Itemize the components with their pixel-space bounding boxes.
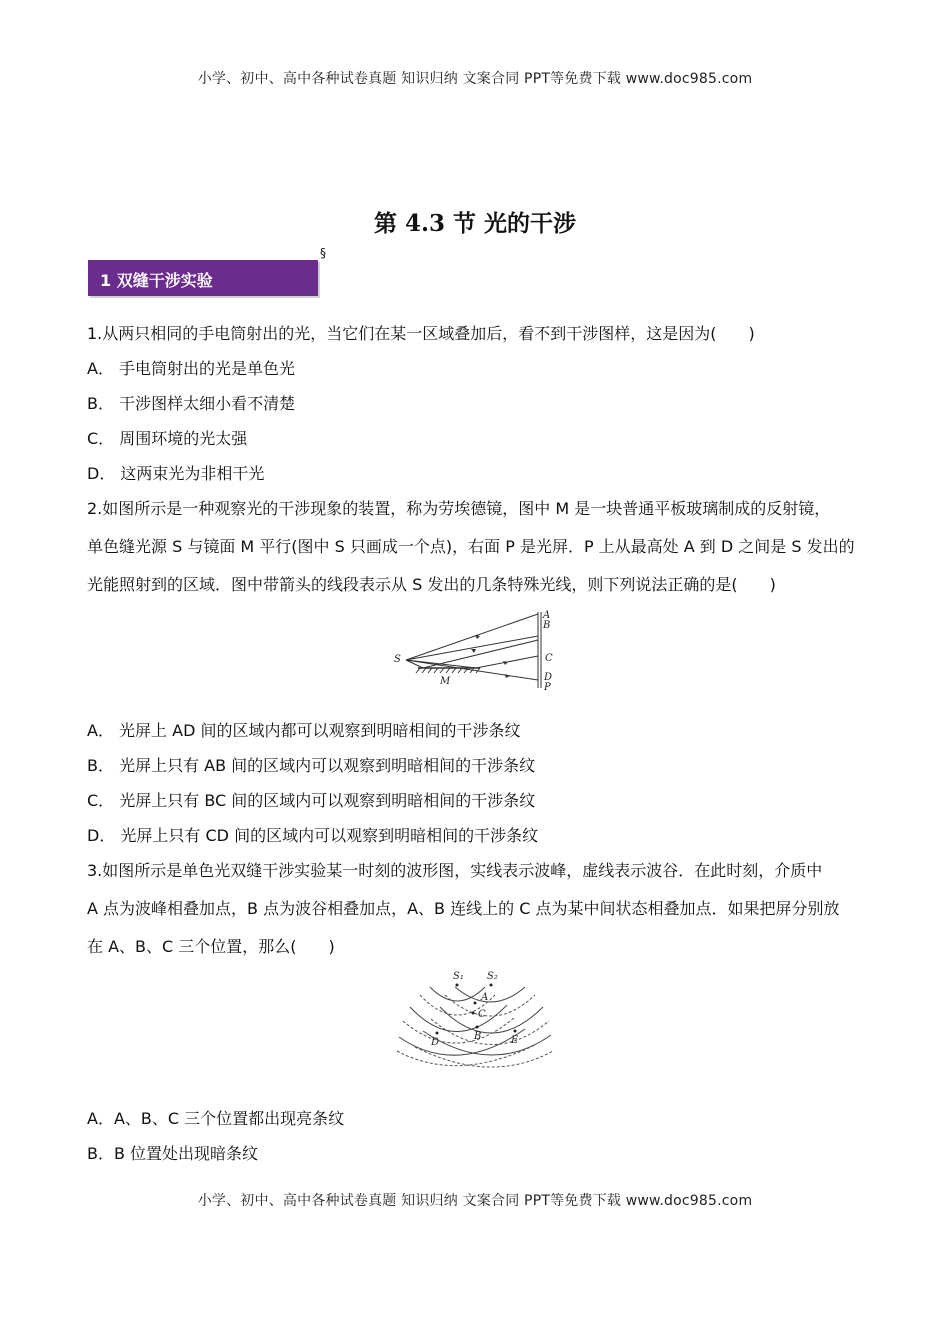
- q1-option-d: D． 这两束光为非相干光: [87, 464, 265, 483]
- point-d-dot: [436, 1032, 439, 1035]
- label-b: B: [474, 1031, 482, 1042]
- q2-option-b: B． 光屏上只有 AB 间的区域内可以观察到明暗相间的干涉条纹: [87, 756, 536, 775]
- label-d: D: [431, 1037, 440, 1048]
- q3-option-b: B．B 位置处出现暗条纹: [87, 1144, 259, 1163]
- q3-stem-line3: 在 A、B、C 三个位置，那么( ): [87, 937, 335, 956]
- label-e: E: [511, 1035, 519, 1046]
- section-label: 1 双缝干涉实验: [100, 271, 213, 290]
- label-a: A: [481, 992, 489, 1003]
- source-s2-dot: [490, 984, 493, 987]
- q2-stem-line2: 单色缝光源 S 与镜面 M 平行(图中 S 只画成一个点)，右面 P 是光屏．P 上从最高处 A 到 D 之间是 S 发出的: [87, 537, 855, 556]
- page-footer: 小学、初中、高中各种试卷真题 知识归纳 文案合同 PPT等免费下载 www.doc985.com: [197, 1193, 753, 1209]
- ray-arrow-1: [475, 635, 480, 639]
- label-s1: S₁: [453, 971, 464, 982]
- section-banner: [88, 260, 318, 296]
- crest-s1-2: [410, 1005, 507, 1032]
- crest-s1-3: [399, 1029, 525, 1055]
- trough-s2-2: [431, 1019, 549, 1045]
- crest-s2-3: [423, 1031, 551, 1055]
- q1-option-a: A． 手电筒射出的光是单色光: [87, 359, 296, 378]
- q1-option-c: C． 周围环境的光太强: [87, 429, 248, 448]
- point-c-dot: [472, 1012, 475, 1015]
- source-s1-dot: [456, 984, 459, 987]
- label-d: D: [544, 672, 553, 683]
- label-m: M: [440, 676, 451, 687]
- label-a: A: [543, 610, 551, 621]
- q3-stem-line2: A 点为波峰相叠加点，B 点为波谷相叠加点，A、B 连线上的 C 点为某中间状态相叠加点．如果把屏分别放: [87, 899, 840, 918]
- ray-sa: [406, 614, 538, 660]
- point-e-dot: [514, 1030, 517, 1033]
- page-header: 小学、初中、高中各种试卷真题 知识归纳 文案合同 PPT等免费下载 www.doc985.com: [197, 71, 753, 87]
- label-p: P: [544, 682, 551, 693]
- q2-option-c: C． 光屏上只有 BC 间的区域内可以观察到明暗相间的干涉条纹: [87, 791, 536, 810]
- q2-stem-line3: 光能照射到的区域．图中带箭头的线段表示从 S 发出的几条特殊光线，则下列说法正确的是( ): [87, 575, 776, 594]
- q2-option-a: A． 光屏上 AD 间的区域内都可以观察到明暗相间的干涉条纹: [87, 721, 521, 740]
- point-a-dot: [474, 1002, 477, 1005]
- q3-stem-line1: 3.如图所示是单色光双缝干涉实验某一时刻的波形图，实线表示波峰，虚线表示波谷．在此时刻，介质中: [87, 861, 823, 880]
- section-mark: §: [320, 246, 326, 260]
- trough-s2-1: [445, 995, 535, 1016]
- q1-stem: 1.从两只相同的手电筒射出的光，当它们在某一区域叠加后，看不到干涉图样，这是因为( ): [87, 324, 755, 343]
- q2-stem-line1: 2.如图所示是一种观察光的干涉现象的装置，称为劳埃德镜，图中 M 是一块普通平板玻璃制成的反射镜，: [87, 499, 831, 518]
- lloyd-mirror-figure: [388, 606, 568, 694]
- label-c: C: [545, 653, 553, 664]
- ray-arrow-4: [505, 674, 510, 678]
- label-s: S: [394, 654, 401, 665]
- q1-option-b: B． 干涉图样太细小看不清楚: [87, 394, 296, 413]
- point-b-dot: [476, 1026, 479, 1029]
- page-title: 第 4.3 节 光的干涉: [373, 210, 577, 237]
- label-c: C: [478, 1009, 486, 1020]
- q3-option-a: A．A、B、C 三个位置都出现亮条纹: [87, 1109, 345, 1128]
- crest-s2-2: [440, 1007, 543, 1033]
- double-slit-wave-figure: [395, 965, 555, 1070]
- ray-arrow-2: [471, 649, 476, 653]
- q2-option-d: D． 光屏上只有 CD 间的区域内可以观察到明暗相间的干涉条纹: [87, 826, 539, 845]
- label-s2: S₂: [487, 971, 498, 982]
- trough-s1-2: [403, 1017, 515, 1043]
- label-b: B: [543, 620, 551, 631]
